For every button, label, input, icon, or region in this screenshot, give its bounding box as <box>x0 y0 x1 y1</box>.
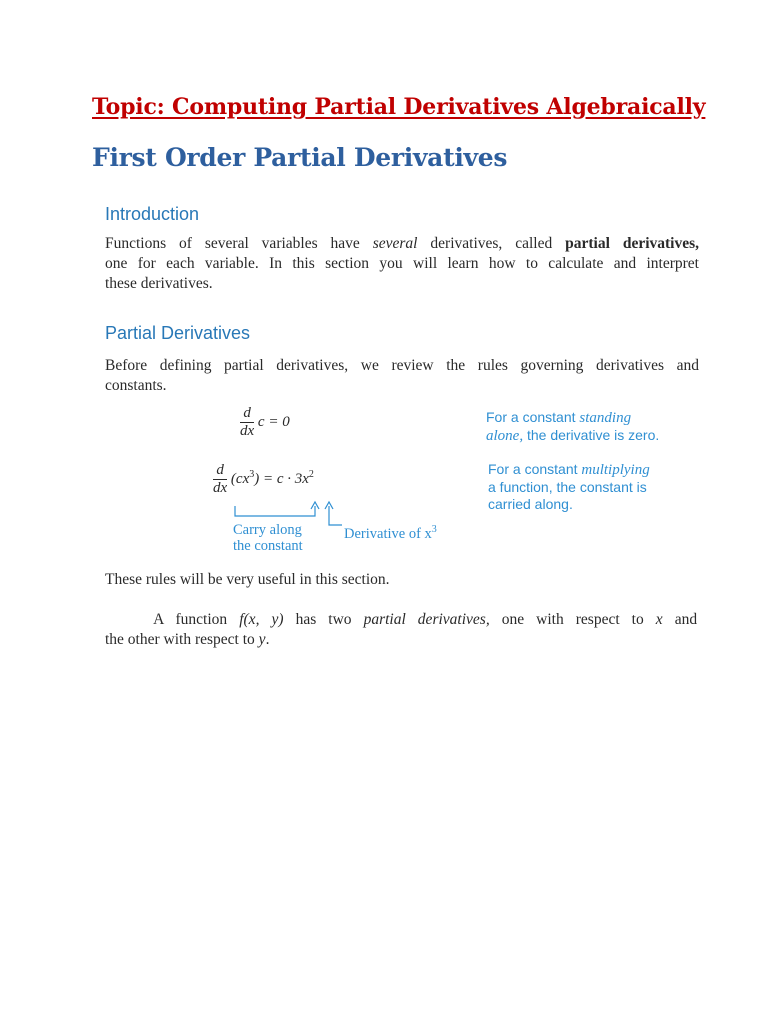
partial-derivatives-heading: Partial Derivatives <box>105 323 251 343</box>
intro-line-1: Functions of several variables have several derivatives, called partial derivatives, <box>105 235 700 252</box>
carry-along-bracket <box>235 506 315 516</box>
rule-multiple-equation: $\frac{d}{dx}$ $(cx^3) = c \cdot 3x^2$ <box>213 462 314 496</box>
annotation-carry-along: Carry along the constant <box>233 522 303 554</box>
note-constant-alone: For a constant standing alone, the derivative is zero. <box>486 409 660 444</box>
function-paragraph <box>105 610 697 650</box>
derivative-operator: $\frac{d}{dx}$ <box>240 405 255 439</box>
topic-heading: Topic: Computing Partial Derivatives Algebraically <box>92 94 706 120</box>
derivative-operator: $\frac{d}{dx}$ <box>213 462 228 496</box>
rule-constant-equation: $\frac{d}{dx}$ c = 0 <box>240 405 290 439</box>
introduction-paragraph <box>105 234 699 294</box>
introduction-heading: Introduction <box>105 204 200 224</box>
intro-line-3: these derivatives. <box>105 275 213 292</box>
annotation-derivative-of-x3: Derivative of $x^3$ <box>344 524 437 542</box>
function-line-2: the other with respect to y. <box>105 631 270 648</box>
partial-paragraph <box>105 356 699 396</box>
note-constant-multiplying: For a constant multiplying a function, the constant is carried along. <box>488 461 650 512</box>
partial-line-2: constants. <box>105 377 167 394</box>
page-title: First Order Partial Derivatives <box>92 143 508 172</box>
function-line-1: A function f(x, y) has two partial derivatives, one with respect to x and <box>153 611 698 628</box>
partial-line-1: Before defining partial derivatives, we review the rules governing derivatives and <box>105 357 699 374</box>
derivative-connector <box>329 506 342 525</box>
intro-line-2: one for each variable. In this section you will learn how to calculate and interpret <box>105 255 699 272</box>
rules-useful-sentence: These rules will be very useful in this section. <box>105 571 390 588</box>
